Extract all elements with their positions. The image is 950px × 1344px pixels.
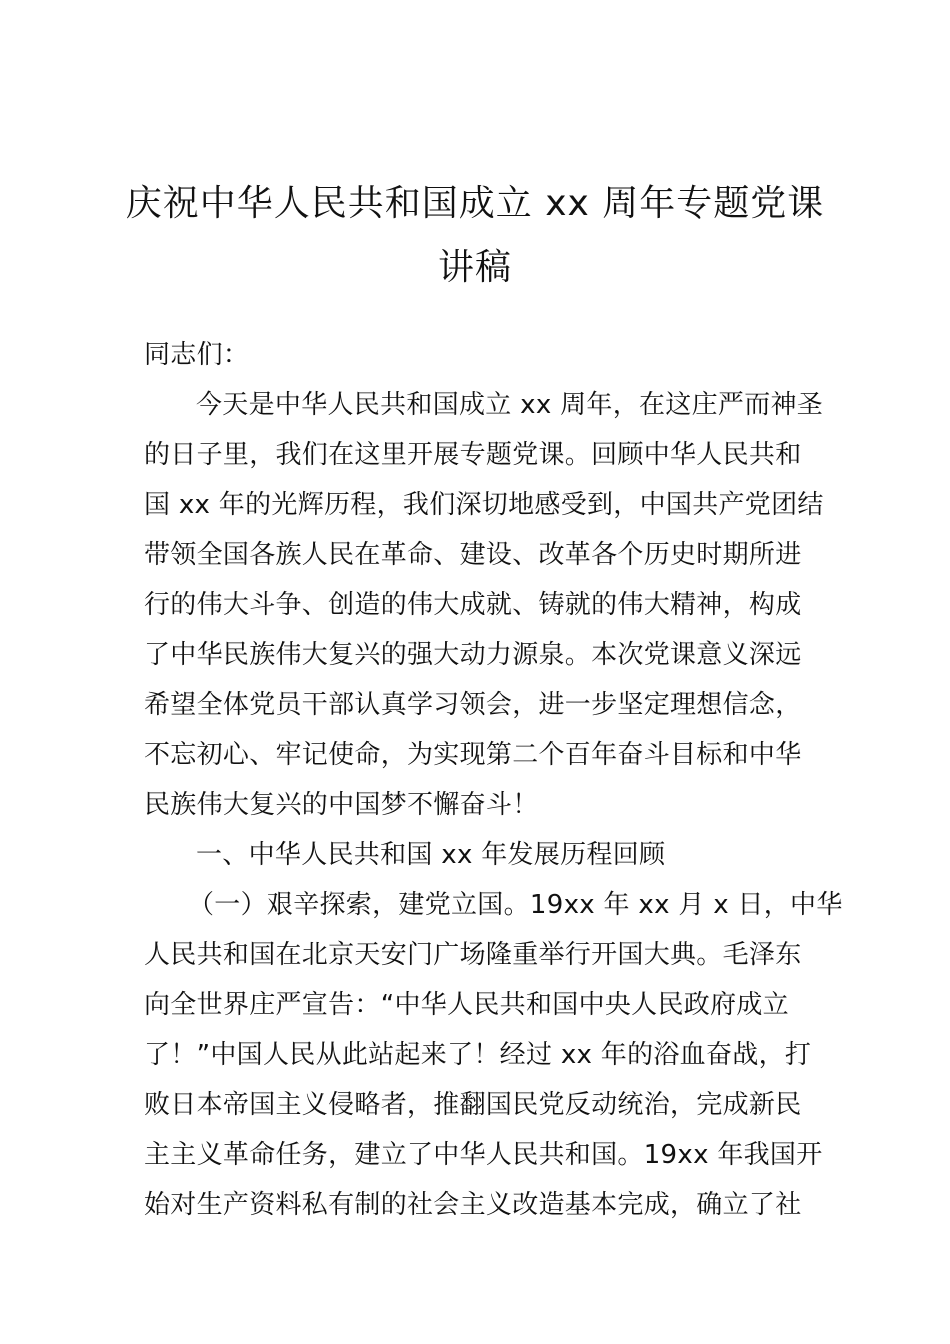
- salutation: 同志们：: [144, 340, 250, 370]
- paragraph-line: 向全世界庄严宣告：“中华人民共和国中央人民政府成立: [144, 990, 789, 1020]
- document-title: [120, 172, 830, 300]
- paragraph-line: 不忘初心、牢记使命，为实现第二个百年奋斗目标和中华: [144, 740, 802, 770]
- title-line-1: 庆祝中华人民共和国成立 xx 周年专题党课: [125, 183, 825, 224]
- paragraph-line: 始对生产资料私有制的社会主义改造基本完成，确立了社: [144, 1190, 802, 1220]
- paragraph-line: 主主义革命任务，建立了中华人民共和国。19xx 年我国开: [144, 1140, 823, 1170]
- title-line-2: 讲稿: [437, 247, 512, 288]
- paragraph-line: 今天是中华人民共和国成立 xx 周年，在这庄严而神圣: [196, 390, 824, 420]
- paragraph-line: （一）艰辛探索，建党立国。19xx 年 xx 月 x 日，中华: [188, 890, 843, 920]
- paragraph-line: 了！”中国人民从此站起来了！经过 xx 年的浴血奋战，打: [144, 1040, 812, 1070]
- document-body: [144, 330, 843, 1230]
- paragraph-line: 的日子里，我们在这里开展专题党课。回顾中华人民共和: [144, 440, 802, 470]
- paragraph-line: 希望全体党员干部认真学习领会，进一步坚定理想信念，: [144, 690, 802, 720]
- section-heading: 一、中华人民共和国 xx 年发展历程回顾: [196, 840, 666, 870]
- paragraph-line: 带领全国各族人民在革命、建设、改革各个历史时期所进: [144, 540, 802, 570]
- paragraph-line: 民族伟大复兴的中国梦不懈奋斗！: [144, 790, 539, 820]
- paragraph-line: 行的伟大斗争、创造的伟大成就、铸就的伟大精神，构成: [144, 590, 802, 620]
- paragraph-line: 国 xx 年的光辉历程，我们深切地感受到，中国共产党团结: [144, 490, 824, 520]
- paragraph-line: 了中华民族伟大复兴的强大动力源泉。本次党课意义深远: [144, 640, 802, 670]
- paragraph-line: 人民共和国在北京天安门广场隆重举行开国大典。毛泽东: [144, 940, 802, 970]
- paragraph-line: 败日本帝国主义侵略者，推翻国民党反动统治，完成新民: [144, 1090, 802, 1120]
